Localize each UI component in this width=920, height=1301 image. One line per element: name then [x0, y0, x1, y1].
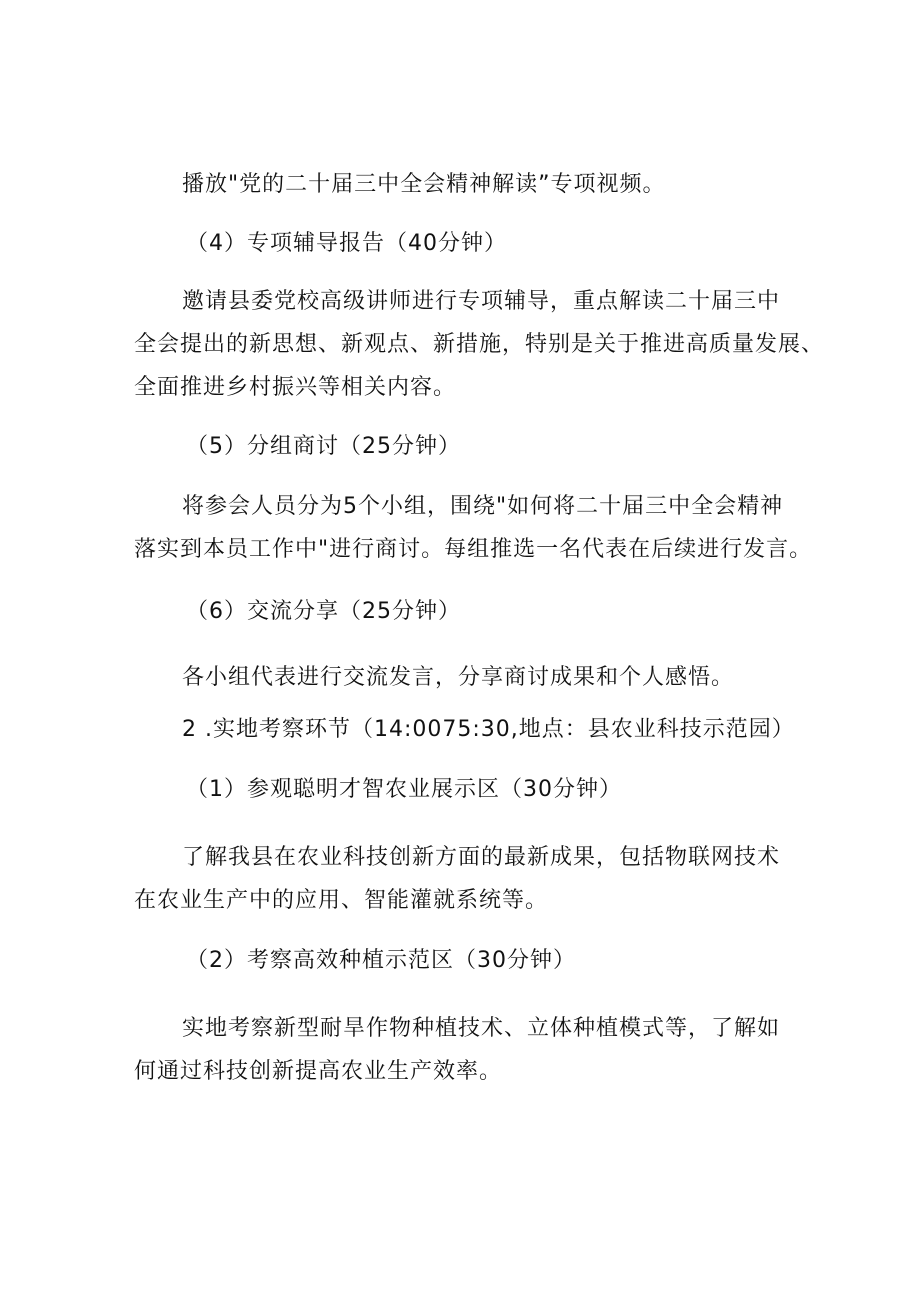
paragraph-tech-line-1: 了解我县在农业科技创新方面的最新成果，包括物联网技术: [182, 845, 781, 870]
heading-item-6: （6）交流分享（25分钟）: [186, 599, 461, 624]
paragraph-video-line: 播放"党的二十届三中全会精神解读”专项视频。: [182, 172, 666, 197]
section-2-heading: 2 .实地考察环节（14:0075:30,地点：县农业科技示范园）: [182, 717, 795, 742]
paragraph-tech-line-2: 在农业生产中的应用、智能灌就系统等。: [134, 888, 549, 913]
paragraph-planting-line-2: 何通过科技创新提高农业生产效率。: [134, 1059, 503, 1084]
paragraph-lecture-line-2: 全会提出的新思想、新观点、新措施，特别是关于推进高质量发展、: [134, 332, 825, 357]
paragraph-planting-line-1: 实地考察新型耐旱作物种植技术、立体种植模式等，了解如: [182, 1016, 781, 1041]
paragraph-share-line: 各小组代表进行交流发言，分享商讨成果和个人感悟。: [182, 665, 735, 690]
heading-item-1: （1）参观聪明才智农业展示区（30分钟）: [186, 777, 622, 802]
paragraph-lecture-line-3: 全面推进乡村振兴等相关内容。: [134, 375, 457, 400]
heading-item-5: （5）分组商讨（25分钟）: [186, 434, 461, 459]
paragraph-group-line-1: 将参会人员分为5个小组，围绕"如何将二十届三中全会精神: [182, 494, 784, 519]
heading-item-2: （2）考察高效种植示范区（30分钟）: [186, 948, 576, 973]
paragraph-group-line-2: 落实到本员工作中"进行商讨。每组推选一名代表在后续进行发言。: [134, 537, 813, 562]
heading-item-4: （4）专项辅导报告（40分钟）: [186, 231, 507, 256]
paragraph-lecture-line-1: 邀请县委党校高级讲师进行专项辅导，重点解读二十届三中: [182, 289, 781, 314]
